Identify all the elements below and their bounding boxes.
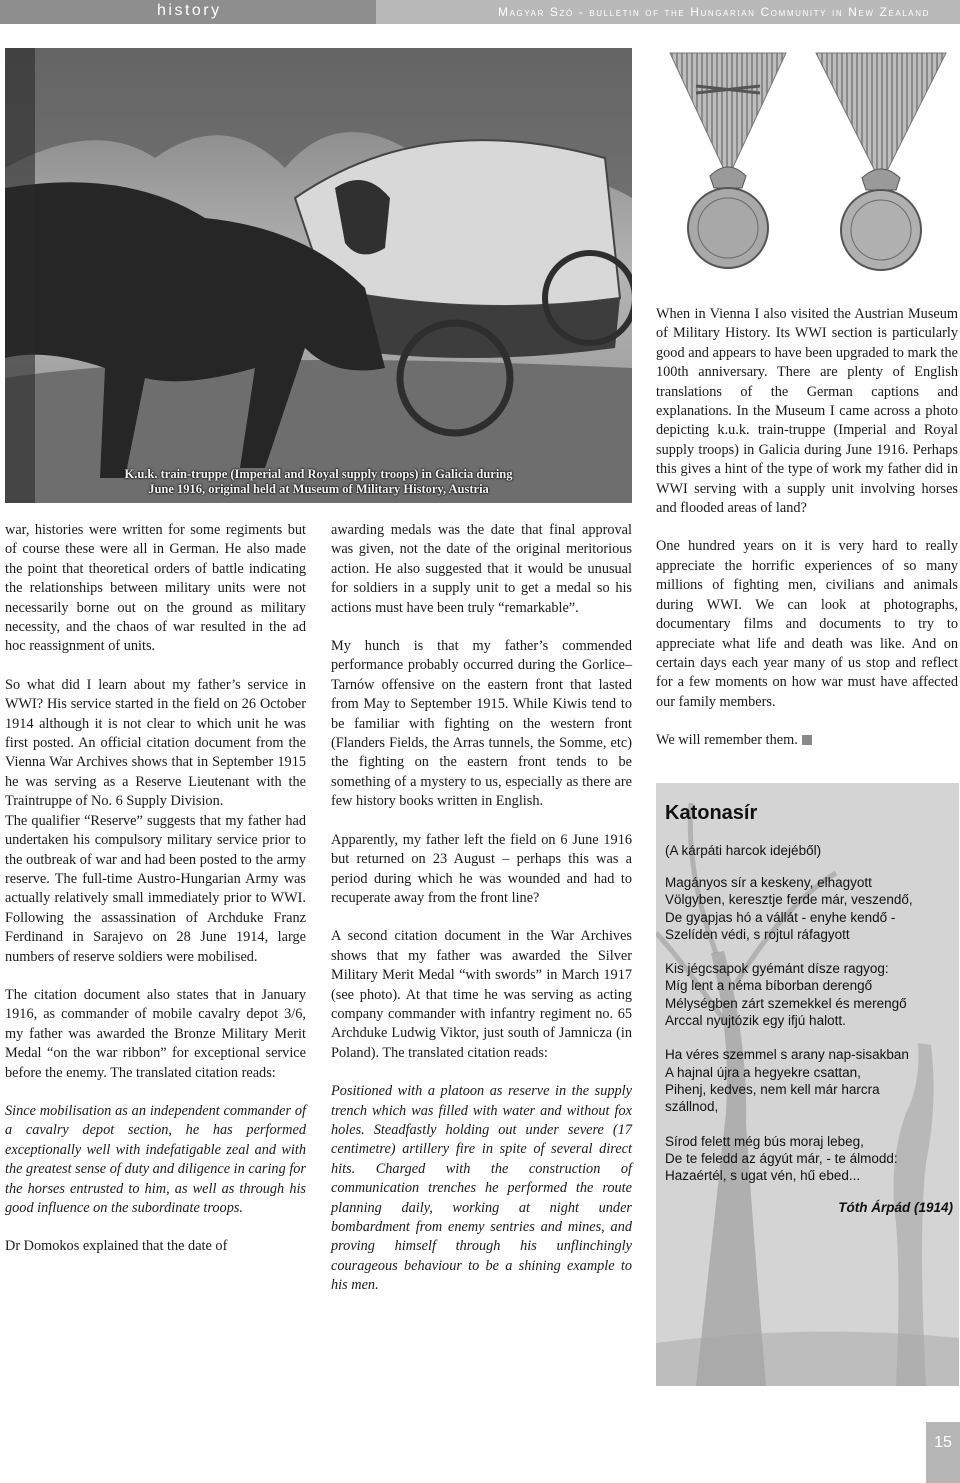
poem-stanza-3 [665, 1046, 953, 1115]
poem-line: Szelíden védi, s rojtul ráfagyott [665, 926, 850, 942]
poem-stanza-4 [665, 1133, 953, 1185]
closing-line [656, 731, 958, 750]
section-tab [0, 0, 376, 24]
paragraph: When in Vienna I also visited the Austrian Museum of Military History. Its WWI section is particularly good and appears to have been upgraded to mark the 100th anniversary. There are plenty of English translations of the German captions and explanations. In the Museum I came across a photo depicting k.u.k. train-truppe (Imperial and Royal supply troops) in Galicia during June 1916. Perhaps this gives a hint of the type of work my father did in WWI serving with a supply unit involving horses and flooded areas of land? [656, 306, 958, 517]
photo-caption [5, 467, 632, 497]
citation-quote: Positioned with a platoon as reserve in the supply trench which was filled with water and without fox holes. Steadfastly holding out under severe (17 centimetre) artillery fire in spite of several direct hits. Charged with the construction of communication trenches he performed the route planning daily, working at night under bombardment from enemy sentries and mines, and proving himself through his unflinchingly courageous behaviour to be a shining example to his men. [331, 1083, 632, 1294]
paragraph: Apparently, my father left the field on 6 June 1916 but returned on 23 August – perhaps this was a period during which he was wounded and had to recuperate away from the front line? [331, 831, 632, 906]
page-number-tab [926, 1422, 960, 1483]
poem-line: Hazaértél, s ugat vén, hű ebed... [665, 1168, 861, 1184]
paragraph: One hundred years on it is very hard to really appreciate the horrific experiences of so many millions of fighting men, civilians and animals during WWI. We can look at photographs, documentary films and documents to try to appreciate what life and death was like. And on certain days each year many of us stop and reflect for a few moments on how war must have affected our family members. [656, 538, 958, 710]
poem-line: Míg lent a néma bíborban derengő [665, 978, 873, 994]
medals-photo [656, 48, 959, 298]
section-label: history [157, 2, 222, 19]
poem-line: Völgyben, keresztje ferde már, veszendő, [665, 892, 913, 908]
paragraph: A second citation document in the War Archives shows that my father was awarded the Silver Military Merit Medal “with swords” in March 1917 (see photo). At that time he was serving as acting company commander with infantry regiment no. 65 Archduke Ludwig Viktor, just south of Jamnicza (in Poland). The translated citation reads: [331, 928, 632, 1061]
photo-caption-line2: June 1916, original held at Museum of Military History, Austria [148, 482, 489, 496]
poem-stanza-2 [665, 960, 953, 1029]
paragraph: awarding medals was the date that final approval was given, not the date of the original meritorious action. He also suggested that it would be unusual for soldiers in a supply unit to get a medal so his actions must have been truly “remarkable”. [331, 522, 632, 616]
paragraph: war, histories were written for some regiments but of course these were all in German. He also made the point that theoretical orders of battle indicating the relationships between military units were not necessarily borne out on the ground as military necessity, and the chaos of war resulted in the ad hoc reassignment of units. [5, 522, 306, 655]
article-column-1 [5, 521, 306, 1276]
article-column-2 [331, 521, 632, 1315]
poem-author: Tóth Árpád (1914) [838, 1200, 953, 1216]
photo-caption-line1: K.u.k. train-truppe (Imperial and Royal supply troops) in Galicia during [124, 467, 513, 481]
medal-with-swords [670, 53, 786, 268]
photo-wagon-horses [5, 48, 632, 503]
poem-line: szállnod, [665, 1099, 719, 1115]
poem-line: Ha véres szemmel s arany nap-sisakban [665, 1047, 909, 1063]
poem-line: Mélységben zárt szemekkel és merengő [665, 995, 907, 1011]
poem-line: Arccal nyujtózik egy ifjú halott. [665, 1013, 846, 1029]
poem-line: De te feledd az ágyút már, - te álmodd: [665, 1150, 898, 1166]
paragraph: My hunch is that my father’s commended performance probably occurred during the Gorlice–Tarnów offensive on the eastern front that lasted from May to September 1915. While Kiwis tend to be familiar with fighting on the western front (Flanders Fields, the Arras tunnels, the Somme, etc) the fighting on the eastern front tends to be something of a mystery to us, especially as there are few history books written in English. [331, 638, 632, 810]
page-number: 15 [934, 1434, 952, 1451]
medal-ribbons-image [656, 48, 959, 298]
header-bar [0, 0, 960, 24]
end-mark-icon [802, 735, 812, 745]
paragraph: The qualifier “Reserve” suggests that my father had undertaken his compulsory military service prior to the outbreak of war and had been posted to the army reserve. The full-time Austro-Hungarian Army was actually relatively small immediately prior to WWI. Following the assassination of Archduke Franz Ferdinand in Sarajevo on 28 June 1914, large numbers of reserve soldiers were mobilised. [5, 812, 306, 965]
poem [665, 802, 953, 1215]
poem-line: Pihenj, kedves, nem kell már harcra [665, 1081, 880, 1097]
closing-text: We will remember them. [656, 732, 798, 749]
citation-quote: Since mobilisation as an independent commander of a cavalry depot section, he has performed exceptionally well with indefatigable zeal and with the greatest sense of duty and diligence in caring for the horses entrusted to him, as well as through his good influence on the subordinate troops. [5, 1102, 306, 1216]
paragraph: So what did I learn about my father’s service in WWI? His service started in the field on 26 October 1914 although it is not clear to which unit he was first posted. An official citation document from the Vienna War Archives shows that in September 1915 he was serving as a Reserve Lieutenant with the Traintruppe of No. 6 Supply Division. [5, 676, 306, 810]
supply-troops-photo [5, 48, 632, 503]
poem-title: Katonasír [665, 802, 758, 824]
poem-line: A hajnal újra a hegyekre csattan, [665, 1064, 861, 1080]
paragraph: The citation document also states that in January 1916, as commander of mobile cavalry depot 3/6, my father was awarded the Bronze Military Merit Medal “on the war ribbon” for exceptional service before the enemy. The translated citation reads: [5, 986, 306, 1081]
paragraph: Dr Domokos explained that the date of [5, 1238, 228, 1255]
medal-reverse [816, 53, 946, 270]
poem-line: Kis jégcsapok gyémánt dísze ragyog: [665, 961, 889, 977]
poem-line: Sírod felett még bús moraj lebeg, [665, 1133, 864, 1149]
poem-line: Magányos sír a keskeny, elhagyott [665, 875, 872, 890]
publication-title: Magyar Szó - bulletin of the Hungarian Community in New Zealand [497, 5, 930, 19]
poem-stanza-1 [665, 874, 953, 943]
poem-subtitle: (A kárpáti harcok idejéből) [665, 843, 822, 858]
poem-line: De gyapjas hó a vállát - enyhe kendő - [665, 909, 896, 925]
poem-box [656, 783, 959, 1386]
article-column-3 [656, 305, 958, 770]
